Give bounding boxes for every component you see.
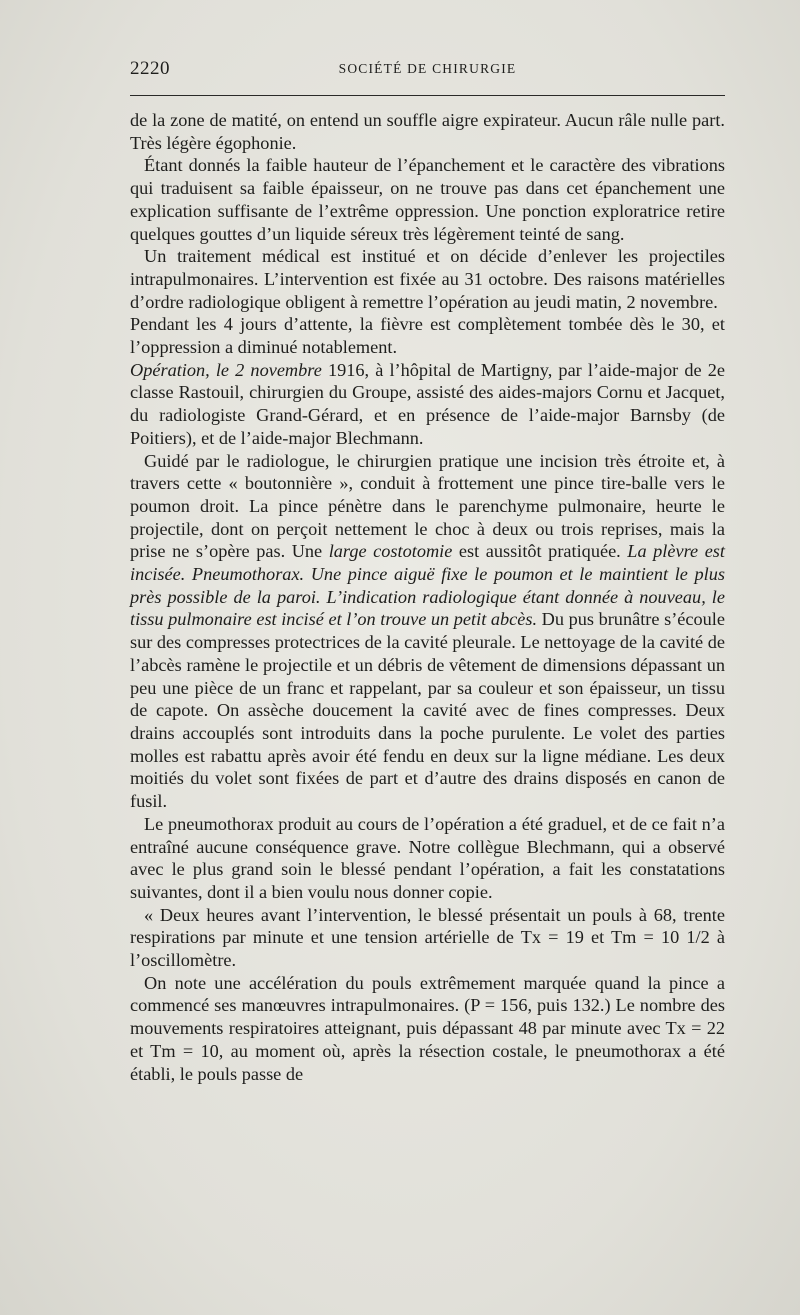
paragraph-6-italic-2: La plèvre est incisée. Pneumothorax. Une pince aiguë fixe le poumon et le maintient le plus près possible de la paroi. L’indication radiologique étant donnée à nouveau, le tissu pulmonaire est incisé et l’on trouve un petit abcès. (130, 541, 725, 630)
page-header (130, 58, 725, 80)
paragraph-4: Pendant les 4 jours d’attente, la fièvre est complètement tombée dès le 30, et l’oppression a diminué notablement. (130, 314, 725, 358)
paragraph-2: Étant donnés la faible hauteur de l’épanchement et le caractère des vibrations qui traduisent sa faible épaisseur, on ne trouve pas dans cet épanchement une explication suffisante de l’extrême oppression. Une ponction exploratrice retire quelques gouttes d’un liquide séreux très légèrement teinté de sang. (130, 155, 725, 244)
paragraph-5 (130, 359, 725, 450)
running-head: SOCIÉTÉ DE CHIRURGIE (338, 61, 517, 76)
paragraph-9: On note une accélération du pouls extrêmement marquée quand la pince a commencé ses manœuvres intrapulmonaires. (P = 156, puis 132.) Le nombre des mouvements respiratoires atteignant, puis dépassant 48 par minute avec Tx = 22 et Tm = 10, au moment où, après la résection costale, le pneumothorax a été établi, le pouls passe de (130, 972, 725, 1084)
paragraph-6-text-a: Guidé par le radiologue, le chirurgien pratique une incision très étroite et, à travers cette « boutonnière », conduit à frottement une pince tire-balle vers le poumon droit. La pince pénètre dans le parenchyme pulmonaire, heurte le projectile, dont on perçoit nettement le choc à deux ou trois reprises, mais la prise ne s’opère pas. Une (130, 450, 725, 562)
paragraph-6-italic-1: large costotomie (328, 541, 453, 562)
paragraph-6 (130, 450, 725, 813)
paragraph-8: « Deux heures avant l’intervention, le blessé présentait un pouls à 68, trente respirations par minute et une tension artérielle de Tx = 19 et Tm = 10 1/2 à l’oscillomètre. (130, 904, 725, 971)
paragraph-6-text-c: Du pus brunâtre s’écoule sur des compresses protectrices de la cavité pleurale. Le nettoyage de la cavité de l’abcès ramène le projectile et un débris de vêtement de dimensions dépassant un peu une pièce de un franc et rappelant, par sa couleur et son épaisseur, un tissu de capote. On assèche doucement la cavité avec de fines compresses. Deux drains accouplés sont introduits dans la poche purulente. Le volet des parties molles est rabattu après avoir été fendu en deux sur la ligne médiane. Les deux moitiés du volet sont fixées de part et d’autre des drains disposés en canon de fusil. (130, 609, 725, 812)
body-text (130, 109, 725, 1085)
header-rule (130, 95, 725, 96)
paragraph-5-text: 1916, à l’hôpital de Martigny, par l’aide-major de 2e classe Rastouil, chirurgien du Groupe, assisté des aides-majors Cornu et Jacquet, du radiologiste Grand-Gérard, et en présence de l’aide-major Barnsby (de Poitiers), et de l’aide-major Blechmann. (130, 359, 725, 448)
paragraph-1: de la zone de matité, on entend un souffle aigre expirateur. Aucun râle nulle part. Très légère égophonie. (130, 110, 725, 153)
paragraph-7: Le pneumothorax produit au cours de l’opération a été graduel, et de ce fait n’a entraîné aucune conséquence grave. Notre collègue Blechmann, qui a observé avec le plus grand soin le blessé pendant l’opération, a fait les constatations suivantes, dont il a bien voulu nous donner copie. (130, 813, 725, 902)
page-number: 2220 (130, 58, 170, 79)
operation-heading: Opération, le 2 novembre (130, 359, 322, 380)
paragraph-3: Un traitement médical est institué et on décide d’enlever les projectiles intrapulmonaires. L’intervention est fixée au 31 octobre. Des raisons matérielles d’ordre radiologique obligent à remettre l’opération au jeudi matin, 2 novembre. (130, 246, 725, 312)
paragraph-6-text-b: est aussitôt pratiquée. (452, 541, 628, 562)
